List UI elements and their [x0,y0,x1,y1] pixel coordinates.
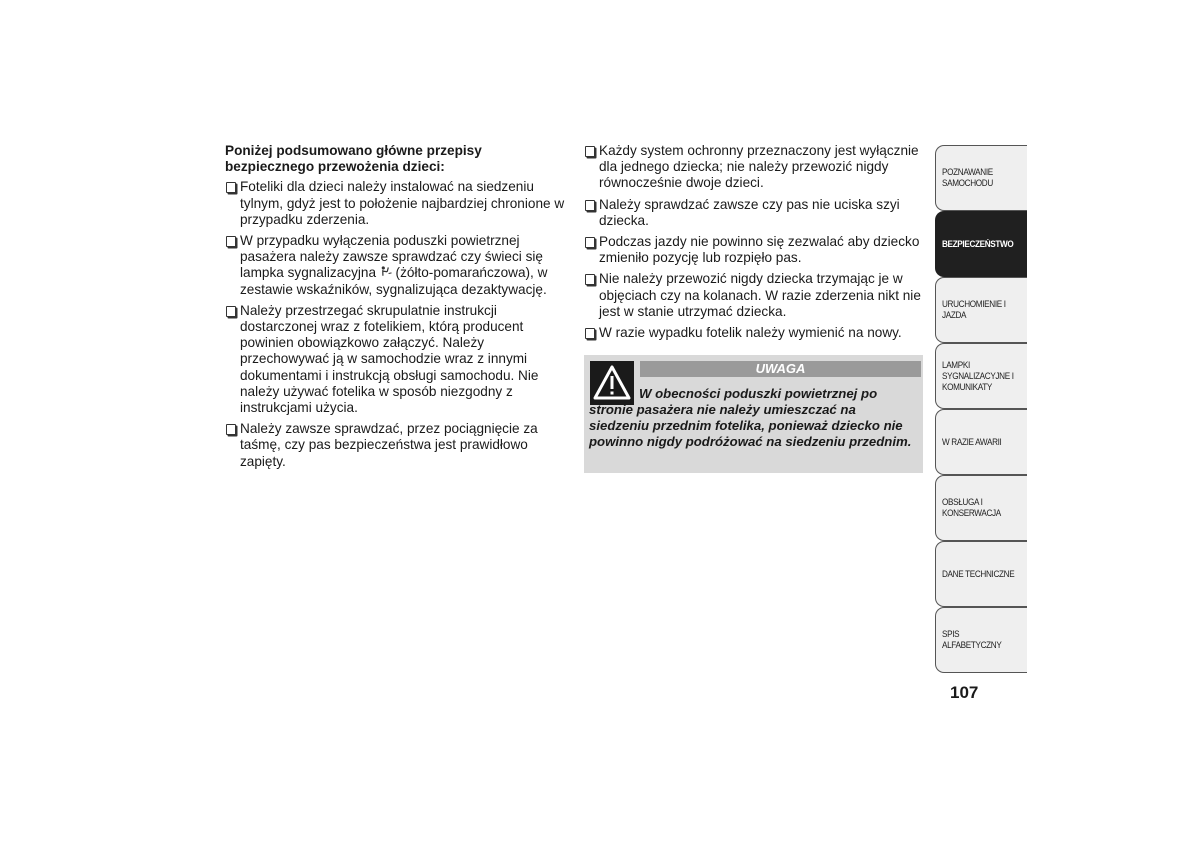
tab-label: DANE TECHNICZNE [942,568,1015,580]
checkbox-bullet-icon [226,182,236,193]
list-item [225,233,570,298]
tab-w-razie-awarii[interactable] [935,409,1027,475]
tab-label: SPIS ALFABETYCZNY [942,629,1002,651]
list-item-text: Należy zawsze sprawdzać, przez pociągnięcie za taśmę, czy pas bezpieczeństwa jest prawidłowo zapięty. [240,421,538,469]
list-item [584,271,922,320]
list-item-text: Nie należy przewozić nigdy dziecka trzymając je w objęciach czy na kolanach. W razie zderzenia nikt nie jest w stanie utrzymać dziecka. [599,271,921,319]
tab-label: W RAZIE AWARII [942,436,1002,448]
list-item-text: Należy przestrzegać skrupulatnie instrukcji dostarczonej wraz z fotelikiem, którą producent powinien obowiązkowo załączyć. Należy przechowywać ją w samochodzie wraz z innymi dokumentami i instrukcją obsługi samochodu. Nie należy używać fotelika w sposób niezgodny z instrukcjami użycia. [240,302,539,416]
list-item [584,234,922,266]
intro-heading: Poniżej podsumowano główne przepisy bezpiecznego przewożenia dzieci: [225,143,482,175]
checkbox-bullet-icon [585,200,595,211]
checkbox-bullet-icon [585,328,595,339]
list-item-text: Podczas jazdy nie powinno się zezwalać aby dziecko zmieniło pozycję lub rozpięło pas. [599,234,920,266]
list-item [584,143,922,192]
tab-poznawanie-samochodu[interactable] [935,145,1027,211]
list-item-text: Każdy system ochronny przeznaczony jest wyłącznie dla jednego dziecka; nie należy przewozić nigdy równocześnie dwoje dzieci. [599,143,919,191]
list-item [584,197,922,229]
left-column [225,143,570,475]
tab-label: OBSŁUGA I KONSERWACJA [942,497,1001,519]
tab-label: BEZPIECZEŃSTWO [942,238,1014,250]
list-item [225,303,570,416]
tab-obsluga-i-konserwacja[interactable] [935,475,1027,541]
tab-label: LAMPKI SYGNALIZACYJNE I KOMUNIKATY [942,359,1014,393]
chapter-tabs [935,145,1027,673]
right-column [584,143,922,346]
list-item-text: (żółto-pomarańczowa), w zestawie wskaźników, sygnalizująca dezaktywację. [240,265,548,297]
tab-dane-techniczne[interactable] [935,541,1027,607]
page-number: 107 [950,683,979,702]
list-item [584,325,922,341]
right-bullet-list [584,143,922,341]
checkbox-bullet-icon [226,424,236,435]
checkbox-bullet-icon [226,236,236,247]
checkbox-bullet-icon [585,146,595,157]
tab-label: POZNAWANIE SAMOCHODU [942,167,993,189]
tab-lampki-sygnalizacyjne[interactable] [935,343,1027,409]
list-item-text: Należy sprawdzać zawsze czy pas nie uciska szyi dziecka. [599,196,900,228]
warning-box [584,355,923,473]
warning-title: UWAGA [640,361,921,377]
list-item-text: W razie wypadku fotelik należy wymienić na nowy. [599,325,902,341]
tab-label: URUCHOMIENIE I JAZDA [942,299,1006,321]
list-item-text: Foteliki dla dzieci należy instalować na siedzeniu tylnym, gdyż jest to położenie najbardziej chronione w przypadku zderzenia. [240,179,565,227]
tab-bezpieczenstwo[interactable] [935,211,1027,277]
checkbox-bullet-icon [585,274,595,285]
tab-uruchomienie-i-jazda[interactable] [935,277,1027,343]
list-item [225,421,570,470]
checkbox-bullet-icon [226,306,236,317]
airbag-off-warning-lamp-icon [379,264,393,278]
warning-text: W obecności poduszki powietrznej po stronie pasażera nie należy umieszczać na siedzeniu przednim fotelika, ponieważ dziecko nie powinno nigdy podróżować na siedzeniu przednim. [589,386,912,450]
left-bullet-list [225,179,570,469]
checkbox-bullet-icon [585,237,595,248]
list-item-text: W przypadku wyłączenia poduszki powietrznej pasażera należy zawsze sprawdzać czy świeci się lampka sygnalizacyjna [240,233,543,281]
tab-spis-alfabetyczny[interactable] [935,607,1027,673]
list-item [225,179,570,228]
